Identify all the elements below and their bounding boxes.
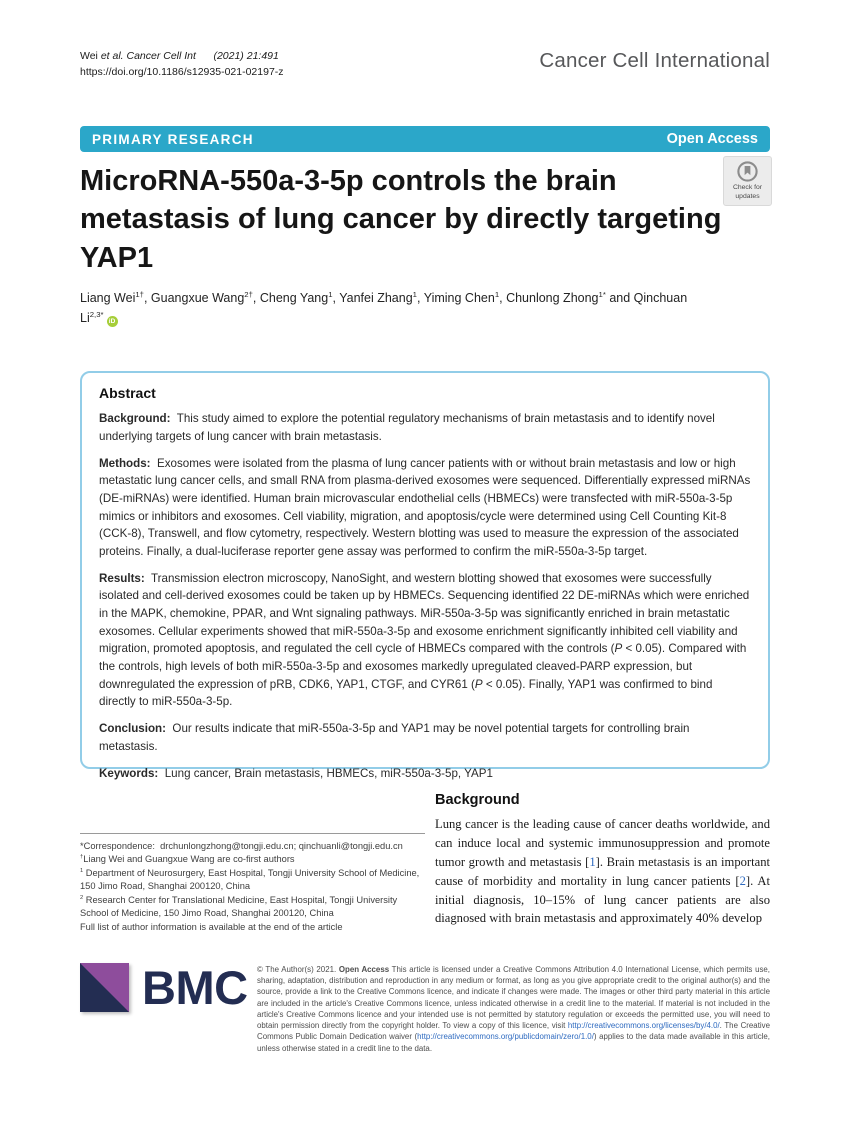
license-text: © The Author(s) 2021. Open Access This article is licensed under a Creative Commons Attribution 4.0 International License, which permits use, sharing, adaptation, distribution and reproduction in any medium or format, as long as you give appropriate credit to the original author(s) and the source, provide a link to the Creative Commons licence, and indicate if changes were made. The images or other third party material in this article are included in the article's Creative Commons licence, unless indicated otherwise in a credit line to the material. If material is not included in the article's Creative Commons licence and your intended use is not permitted by statutory regulation or exceeds the permitted use, you will need to obtain permission directly from the copyright holder. To view a copy of this licence, visit http://creativecommons.org/licenses/by/4.0/. The Creative Commons Public Domain Dedication waiver (http://creativecommons.org/publicdomain/zero/1.0/) applies to the data made available in this article, unless otherwise stated in a credit line to the data. [257,965,770,1053]
check-updates-icon [724,160,771,183]
abstract-background: Background: This study aimed to explore the potential regulatory mechanisms of brain metastasis and to identify novel underlying targets of lung cancer with brain metastasis. [99,412,715,443]
footnote-full-list: Full list of author information is available at the end of the article [80,921,343,932]
background-heading: Background [435,792,520,808]
title-line-2: metastasis of lung cancer by directly targeting [80,203,722,236]
author-list: Liang Wei$^{1\dagger}$, Guangxue Wang$^{2\dagger}$, Cheng Yang$^1$, Yanfei Zhang$^1$, Yiming Chen$^1$, Chunlong Zhong$^{1*}$ and Qinchuan $Li^{2,3*}iD$ [80,289,688,326]
orcid-icon[interactable]: iD [107,316,118,327]
citation-line: Wei et al. Cancer Cell Int (2021) 21:491 [80,50,279,62]
abstract-methods: Methods: Exosomes were isolated from the plasma of lung cancer patients with or without brain metastasis and low or high metastatic lung cancer cells, and small RNA from plasma-derived exosomes were sequenced. Differentially expressed miRNAs (DE-miRNAs) were identified. Human brain microvascular endothelial cells (HBMECs) were transfected with miR-550a-3-5p mimics or inhibitors and exosomes. Cell viability, migration, and apoptosis/cycle were determined using Cell Counting Kit-8 (CCK-8), Transwell, and flow cytometry, respectively. Western blotting was used to measure the expression of the associated proteins. Finally, a dual-luciferase reporter gene assay was performed to confirm the miR-550a-3-5p target. [99,456,751,558]
check-updates-label-2: updates [735,192,760,200]
link[interactable]: http://creativecommons.org/publicdomain/zero/1.0/ [417,1032,594,1042]
open-access-label: Open Access [666,131,758,147]
bmc-logo [80,960,248,1015]
footnote-affiliation-1: $^1$ Department of Neurosurgery, East Hospital, Tongji University School of Medicine, 150 Jimo Road, Shanghai 200120, China [80,867,420,892]
check-updates-label-1: Check for [732,184,763,191]
bmc-logo-text: BMC [142,961,248,1014]
footnote-affiliation-2: $^2$ Research Center for Translational Medicine, East Hospital, Tongji University School of Medicine, 150 Jimo Road, Shanghai 200120, China [80,894,398,919]
abstract-results: Results: Transmission electron microscopy, NanoSight, and western blotting showed that exosomes were successfully isolated and cell-derived exosomes could be taken up by HBMECs. Sequencing identified 22 DE-miRNAs which were enriched in the MAPK, chemokine, PPAR, and Wnt signaling pathways. MiR-550a-3-5p was significantly enriched in brain metastatic exosomes. Cellular experiments showed that miR-550a-3-5p and exosome enrichment significantly inhibited cell viability and migration, promoted apoptosis, and regulated the cell cycle of HBMECs compared with the controls (P < 0.05). Compared with the controls, high levels of both miR-550a-3-5p and exosomes markedly upregulated cleaved-PARP expression, but downregulated the expression of pRB, CDK6, YAP1, CTGF, and CYR61 (P < 0.05). Finally, YAP1 was confirmed to bind directly to miR-550a-3-5p. [99,571,750,709]
abstract-keywords: Keywords: Lung cancer, Brain metastasis, HBMECs, miR-550a-3-5p, YAP1 [99,766,493,780]
title-line-3: YAP1 [80,241,154,274]
background-body: Lung cancer is the leading cause of cancer deaths worldwide, and can induce local and systemic immunosuppression and promote tumor growth and metastasis [1]. Brain metastasis is an important cause of morbidity and mortality in lung cancer patients [2]. At initial diagnosis, 10–15% of lung cancer patients are also diagnosed with brain metastasis and approximately 40% develop [435,817,770,926]
bmc-logo-icon [80,963,129,1012]
journal-name: Cancer Cell International [539,49,770,72]
author-footnotes [80,833,425,934]
abstract-box [80,371,770,780]
link[interactable]: 1 [589,854,596,869]
footnote-cofirst: †Liang Wei and Guangxue Wang are co-first authors [80,854,295,865]
link[interactable]: http://creativecommons.org/licenses/by/4.0/ [567,1021,720,1031]
article-type-label: PRIMARY RESEARCH [92,131,254,147]
background-section [435,792,770,928]
link[interactable]: 2 [739,873,746,888]
page-title [80,162,740,277]
title-line-1: MicroRNA-550a-3-5p controls the brain [80,165,617,197]
article-type-banner [80,126,770,152]
check-for-updates-badge[interactable] [723,156,772,206]
abstract-conclusion: Conclusion: Our results indicate that miR-550a-3-5p and YAP1 may be novel potential targets for controlling brain metastasis. [99,722,690,753]
footnote-correspondence: *Correspondence: drchunlongzhong@tongji.edu.cn; qinchuanli@tongji.edu.cn [80,841,403,851]
doi-text: https://doi.org/10.1186/s12935-021-02197-z [80,66,284,79]
citation-block [80,48,284,81]
abstract-heading: Abstract [99,385,156,401]
